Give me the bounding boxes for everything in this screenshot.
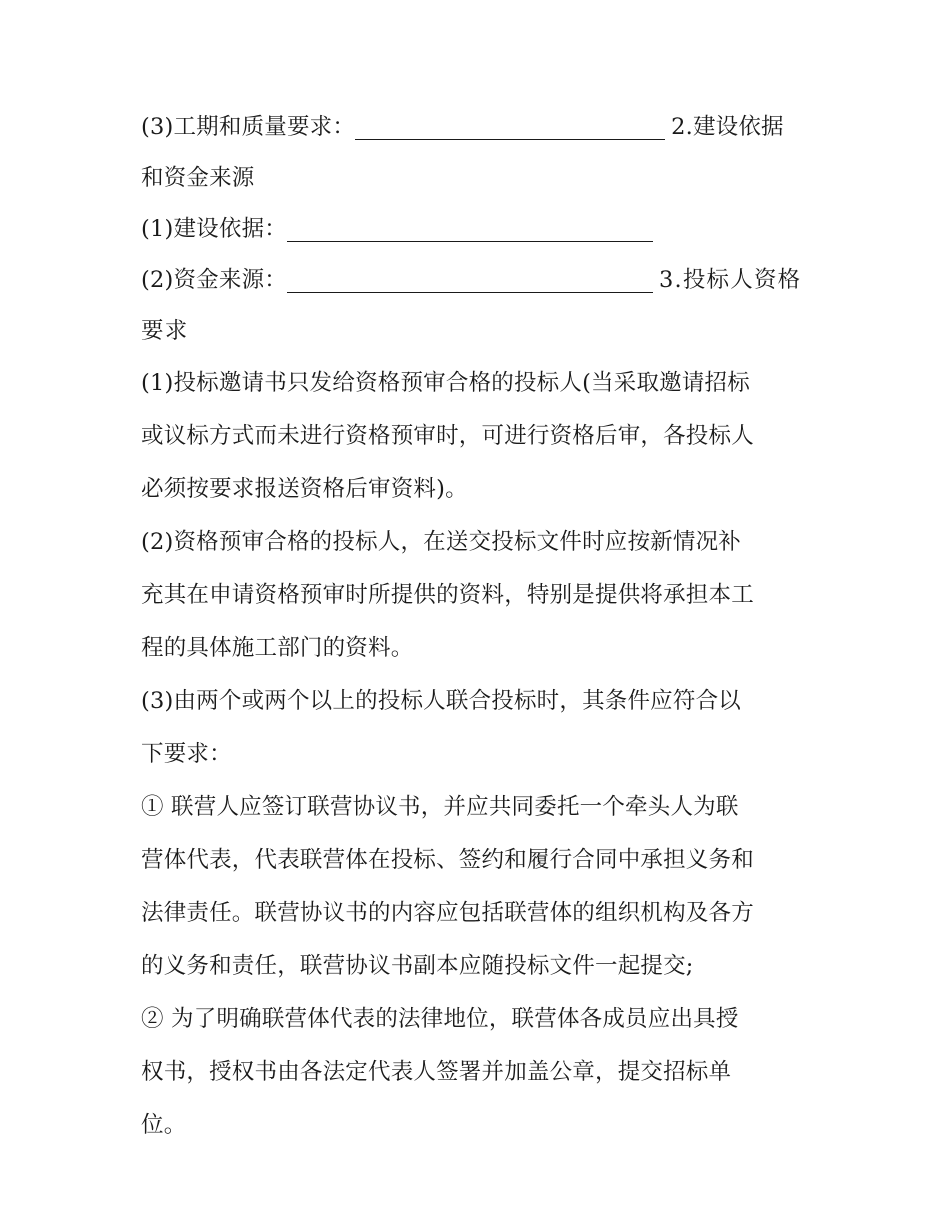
construction-basis-label: (1)建设依据：: [141, 216, 287, 242]
line-4: [141, 255, 816, 306]
section-3-heading-start: 3.投标人资格: [658, 267, 802, 293]
paragraph-line: ② 为了明确联营体代表的法律地位，联营体各成员应出具授: [141, 1006, 739, 1032]
construction-basis-blank[interactable]: [287, 240, 653, 242]
fund-source-blank[interactable]: [287, 291, 653, 293]
paragraph-line: 必须按要求报送资格后审资料)。: [141, 476, 468, 502]
paragraph-line: (1)投标邀请书只发给资格预审合格的投标人(当采取邀请招标: [141, 370, 750, 396]
document-body: [141, 102, 816, 1152]
line-2: [141, 153, 816, 204]
section-2-heading-start: 2.建设依据: [671, 114, 784, 140]
paragraph-line: (2)资格预审合格的投标人，在送交投标文件时应按新情况补: [141, 529, 741, 555]
line-1: [141, 102, 816, 153]
paragraph-line: 权书，授权书由各法定代表人签署并加盖公章，提交招标单: [141, 1059, 732, 1085]
line-3: [141, 204, 816, 255]
section-3-heading-end: 要求: [141, 318, 189, 344]
fund-source-label: (2)资金来源：: [141, 267, 287, 293]
paragraph-line: 的义务和责任，联营协议书副本应随投标文件一起提交;: [141, 953, 694, 979]
paragraph-line: 充其在申请资格预审时所提供的资料，特别是提供将承担本工: [141, 582, 754, 608]
paragraph-line: 程的具体施工部门的资料。: [141, 635, 414, 661]
schedule-quality-label: (3)工期和质量要求：: [141, 114, 356, 140]
paragraph-line: ① 联营人应签订联营协议书，并应共同委托一个牵头人为联: [141, 794, 739, 820]
section-2-heading-end: 和资金来源: [141, 165, 255, 191]
paragraph-line: 位。: [141, 1112, 187, 1138]
paragraph-line: 下要求：: [141, 741, 232, 767]
paragraph-line: 法律责任。联营协议书的内容应包括联营体的组织机构及各方: [141, 900, 754, 926]
paragraph-line: (3)由两个或两个以上的投标人联合投标时，其条件应符合以: [141, 688, 741, 714]
paragraph-line: 或议标方式而未进行资格预审时，可进行资格后审，各投标人: [141, 423, 754, 449]
line-5: [141, 306, 816, 357]
schedule-quality-blank[interactable]: [355, 138, 665, 140]
paragraph-line: 营体代表，代表联营体在投标、签约和履行合同中承担义务和: [141, 847, 754, 873]
